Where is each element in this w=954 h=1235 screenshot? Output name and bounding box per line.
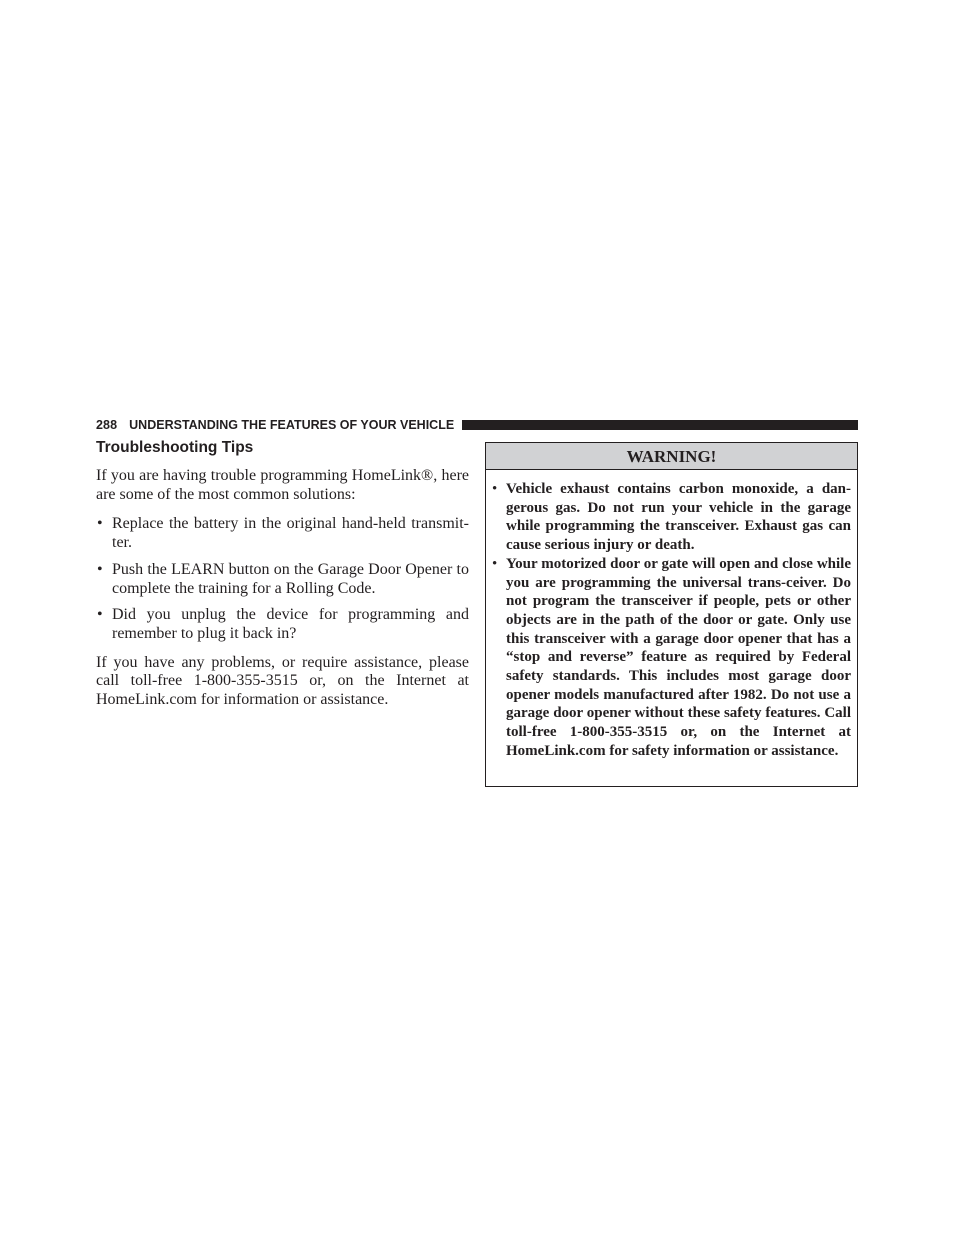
list-item xyxy=(96,515,469,552)
warning-text: Your motorized door or gate will open and close while you are programming the universal trans-ceiver. Do not program the transceiver if people, pets or other objects are in the path of the door or gate. Only use this transceiver with a garage door opener that has a “stop and reverse” feature as required by Federal safety standards. This includes most garage door opener models manufactured after 1982. Do not use a garage door opener without these safety features. Call toll-free 1-800-355-3515 or, on the Internet at HomeLink.com for safety information or assistance. xyxy=(506,555,851,759)
warning-list xyxy=(492,480,851,761)
warning-box xyxy=(485,442,858,787)
bullet-icon: • xyxy=(492,555,498,572)
list-item xyxy=(492,480,851,555)
tips-list xyxy=(96,515,469,643)
list-item-text: Replace the battery in the original hand-held transmit-ter. xyxy=(112,515,469,552)
closing-paragraph: If you have any problems, or require assistance, please call toll-free 1-800-355-3515 or, on the Internet at HomeLink.com for information or assistance. xyxy=(96,653,469,709)
bullet-icon: • xyxy=(97,606,103,624)
page-number: 288 xyxy=(96,418,118,432)
list-item xyxy=(96,561,469,598)
section-title: UNDERSTANDING THE FEATURES OF YOUR VEHICLE xyxy=(129,418,455,432)
bullet-icon: • xyxy=(492,481,498,497)
section-heading: Troubleshooting Tips xyxy=(96,439,254,456)
list-item-text: Did you unplug the device for programming and remember to plug it back in? xyxy=(112,606,469,642)
intro-paragraph: If you are having trouble programming HomeLink®, here are some of the most common solutions: xyxy=(96,467,469,503)
list-item xyxy=(96,606,469,643)
list-item xyxy=(492,555,851,761)
list-item-text: Push the LEARN button on the Garage Door Opener to complete the training for a Rolling Code. xyxy=(112,560,469,597)
warning-title: WARNING! xyxy=(486,443,857,470)
bullet-icon: • xyxy=(97,515,103,533)
bullet-icon: • xyxy=(97,560,103,578)
troubleshooting-section xyxy=(96,438,469,710)
header-rule xyxy=(462,420,858,430)
page-header xyxy=(96,416,858,434)
warning-text: Vehicle exhaust contains carbon monoxide, a dan-gerous gas. Do not run your vehicle in the garage while programming the transceiver. Exhaust gas can cause serious injury or death. xyxy=(506,481,851,554)
